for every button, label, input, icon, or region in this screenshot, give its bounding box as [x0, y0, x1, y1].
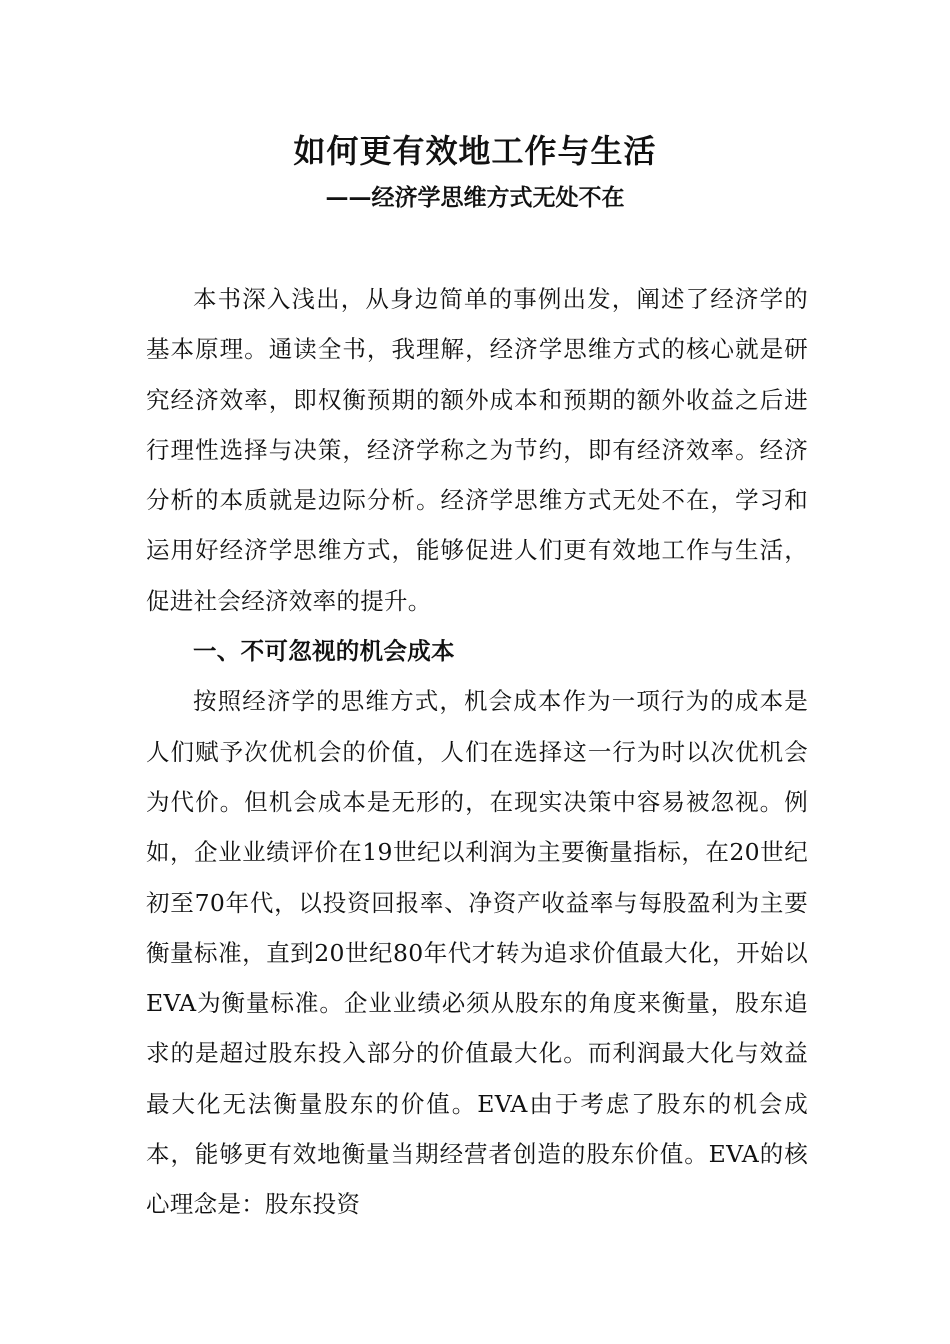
document-title: 如何更有效地工作与生活	[293, 132, 657, 170]
intro-paragraph: 本书深入浅出，从身边简单的事例出发，阐述了经济学的基本原理。通读全书，我理解，经济学思维方式的核心就是研究经济效率，即权衡预期的额外成本和预期的额外收益之后进行理性选择与决策，经济学称之为节约，即有经济效率。经济分析的本质就是边际分析。经济学思维方式无处不在，学习和运用好经济学思维方式，能够促进人们更有效地工作与生活，促进社会经济效率的提升。	[146, 285, 808, 615]
document-body	[146, 274, 808, 1230]
section-heading-1: 一、不可忽视的机会成本	[193, 637, 455, 666]
section-1-paragraph: 按照经济学的思维方式，机会成本作为一项行为的成本是人们赋予次优机会的价值，人们在选择这一行为时以次优机会为代价。但机会成本是无形的，在现实决策中容易被忽视。例如，企业业绩评价在19世纪以利润为主要衡量指标，在20世纪初至70年代，以投资回报率、净资产收益率与每股盈利为主要衡量标准，直到20世纪80年代才转为追求价值最大化，开始以EVA为衡量标准。企业业绩必须从股东的角度来衡量，股东追求的是超过股东投入部分的价值最大化。而利润最大化与效益最大化无法衡量股东的价值。EVA由于考虑了股东的机会成本，能够更有效地衡量当期经营者创造的股东价值。EVA的核心理念是：股东投资	[146, 687, 808, 1219]
document-subtitle: ——经济学思维方式无处不在	[325, 184, 625, 211]
